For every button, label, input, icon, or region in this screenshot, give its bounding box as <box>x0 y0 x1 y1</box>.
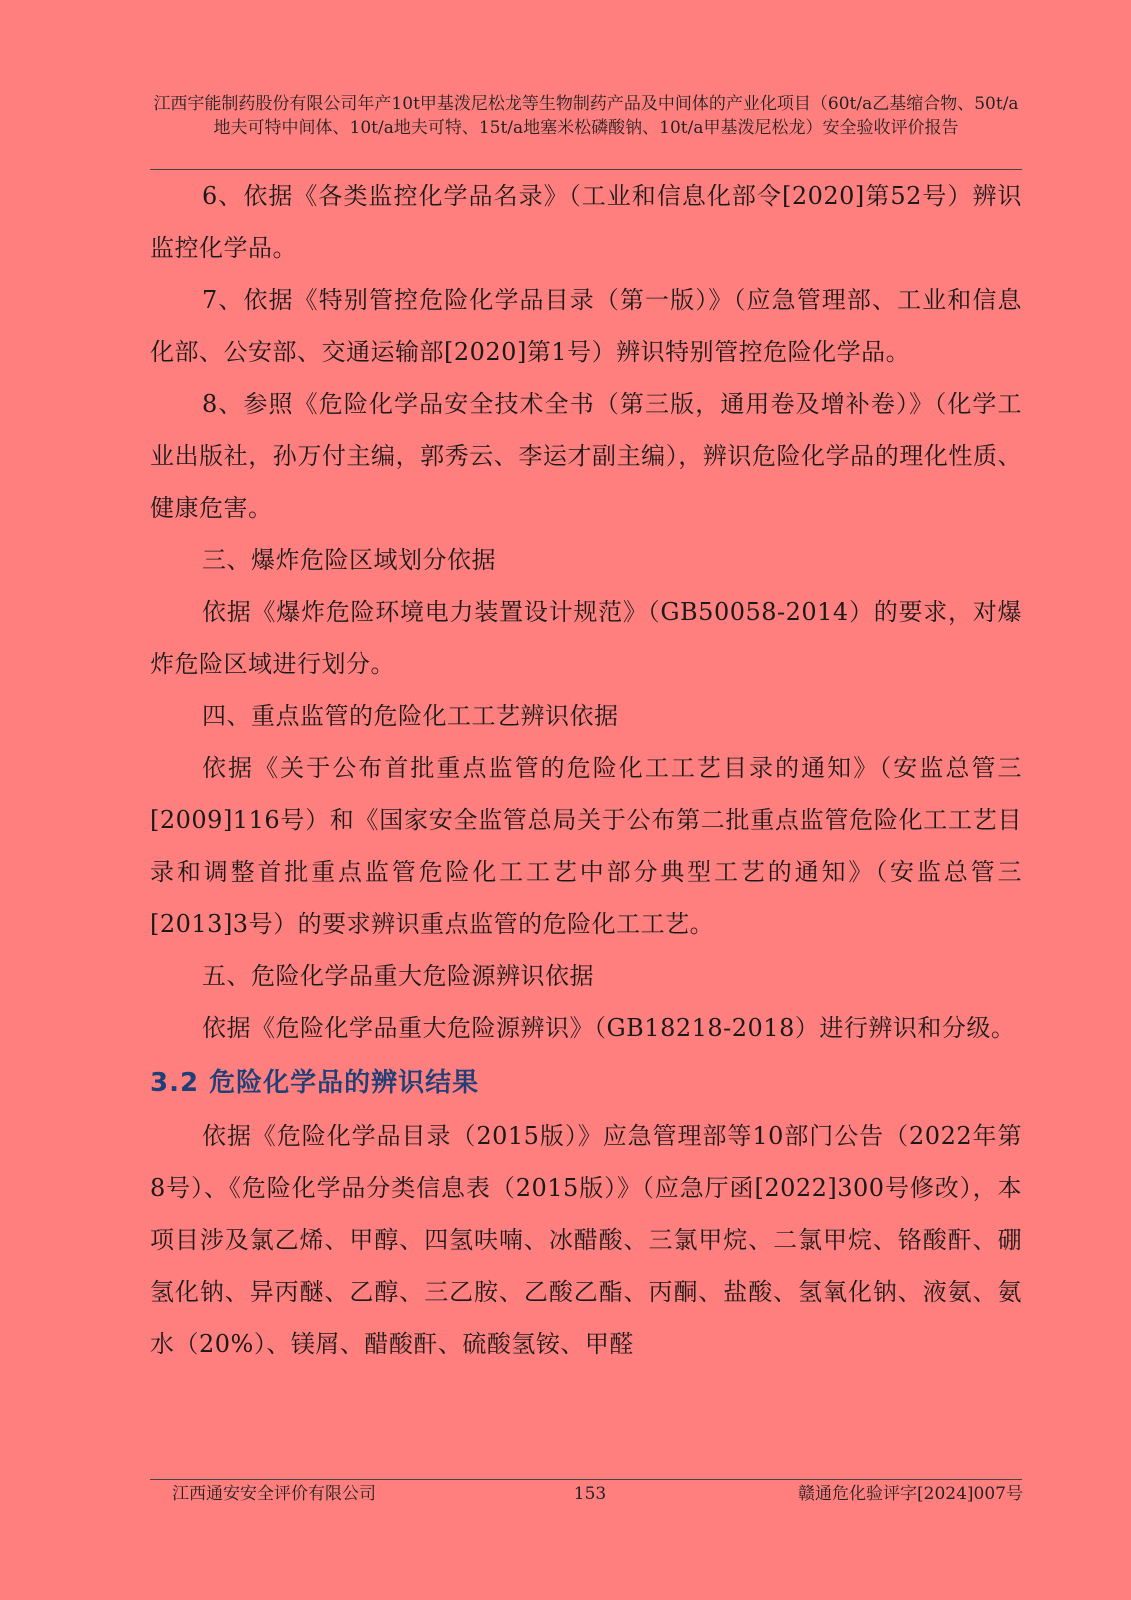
page-header <box>150 92 1022 140</box>
document-body <box>150 170 1022 1370</box>
subsection-explosion-zone: 三、爆炸危险区域划分依据 <box>202 546 496 574</box>
subsection-process-identification: 四、重点监管的危险化工工艺辨识依据 <box>202 702 619 730</box>
footer-company: 江西通安安全评价有限公司 <box>172 1484 376 1504</box>
paragraph-basis-6: 6、依据《各类监控化学品名录》（工业和信息化部令[2020]第52号）辨识监控化学品。 <box>150 182 1022 262</box>
footer-divider <box>150 1479 1022 1480</box>
page-number: 153 <box>573 1484 607 1504</box>
paragraph-major-hazard-basis: 依据《危险化学品重大危险源辨识》（GB18218-2018）进行辨识和分级。 <box>202 1014 1016 1042</box>
paragraph-explosion-basis: 依据《爆炸危险环境电力装置设计规范》（GB50058-2014）的要求，对爆炸危险区域进行划分。 <box>150 598 1022 678</box>
footer-doc-number: 赣通危化验评字[2024]007号 <box>798 1484 1023 1504</box>
section-heading-3-2: 3.2 危险化学品的辨识结果 <box>150 1068 480 1098</box>
subsection-major-hazard: 五、危险化学品重大危险源辨识依据 <box>202 962 594 990</box>
paragraph-basis-7: 7、依据《特别管控危险化学品目录（第一版）》（应急管理部、工业和信息化部、公安部、交通运输部[2020]第1号）辨识特别管控危险化学品。 <box>150 286 1022 366</box>
header-title: 江西宇能制药股份有限公司年产10t甲基泼尼松龙等生物制药产品及中间体的产业化项目（60t/a乙基缩合物、50t/a地夫可特中间体、10t/a地夫可特、15t/a地塞米松磷酸钠、10t/a甲基泼尼松龙）安全验收评价报告 <box>153 94 1019 138</box>
paragraph-identification-results: 依据《危险化学品目录（2015版）》应急管理部等10部门公告（2022年第8号）、《危险化学品分类信息表（2015版）》（应急厅函[2022]300号修改），本项目涉及氯乙烯、甲醇、四氢呋喃、冰醋酸、三氯甲烷、二氯甲烷、铬酸酐、硼氢化钠、异丙醚、乙醇、三乙胺、乙酸乙酯、丙酮、盐酸、氢氧化钠、液氨、氨水（20%）、镁屑、醋酸酐、硫酸氢铵、甲醛 <box>150 1122 1022 1358</box>
paragraph-process-basis: 依据《关于公布首批重点监管的危险化工工艺目录的通知》（安监总管三[2009]116号）和《国家安全监管总局关于公布第二批重点监管危险化工工艺目录和调整首批重点监管危险化工工艺中部分典型工艺的通知》（安监总管三[2013]3号）的要求辨识重点监管的危险化工工艺。 <box>150 754 1022 938</box>
paragraph-basis-8: 8、参照《危险化学品安全技术全书（第三版，通用卷及增补卷）》（化学工业出版社，孙万付主编，郭秀云、李运才副主编），辨识危险化学品的理化性质、健康危害。 <box>150 390 1022 522</box>
